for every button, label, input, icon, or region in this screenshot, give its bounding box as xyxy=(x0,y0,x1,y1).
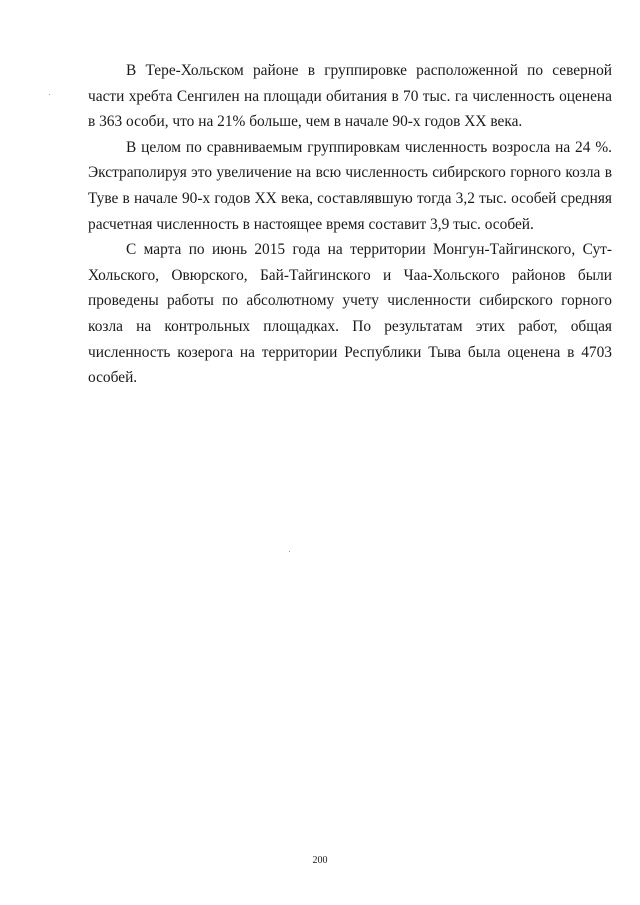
scan-speck xyxy=(49,94,50,95)
paragraph-1: В Тере-Хольском районе в группировке расположенной по северной части хребта Сенгилен на площади обитания в 70 тыс. га численность оценена в 363 особи, что на 21% больше, чем в начале 90-х годов XX века. xyxy=(88,62,612,131)
scan-speck xyxy=(289,551,290,552)
body-text xyxy=(88,58,612,391)
paragraph-2: В целом по сравниваемым группировкам численность возросла на 24 %. Экстраполируя это увеличение на всю численность сибирского горного козла в Туве в начале 90-х годов XX века, составлявшую тогда 3,2 тыс. особей средняя расчетная численность в настоящее время составит 3,9 тыс. особей. xyxy=(88,138,612,233)
paragraph-3: С марта по июнь 2015 года на территории Монгун-Тайгинского, Сут-Хольского, Овюрского, Бай-Тайгинского и Чаа-Хольского районов были проведены работы по абсолютному учету численности сибирского горного козла на контрольных площадках. По результатам этих работ, общая численность козерога на территории Республики Тыва была оценена в 4703 особей. xyxy=(88,241,612,387)
page-number: 200 xyxy=(312,855,328,866)
